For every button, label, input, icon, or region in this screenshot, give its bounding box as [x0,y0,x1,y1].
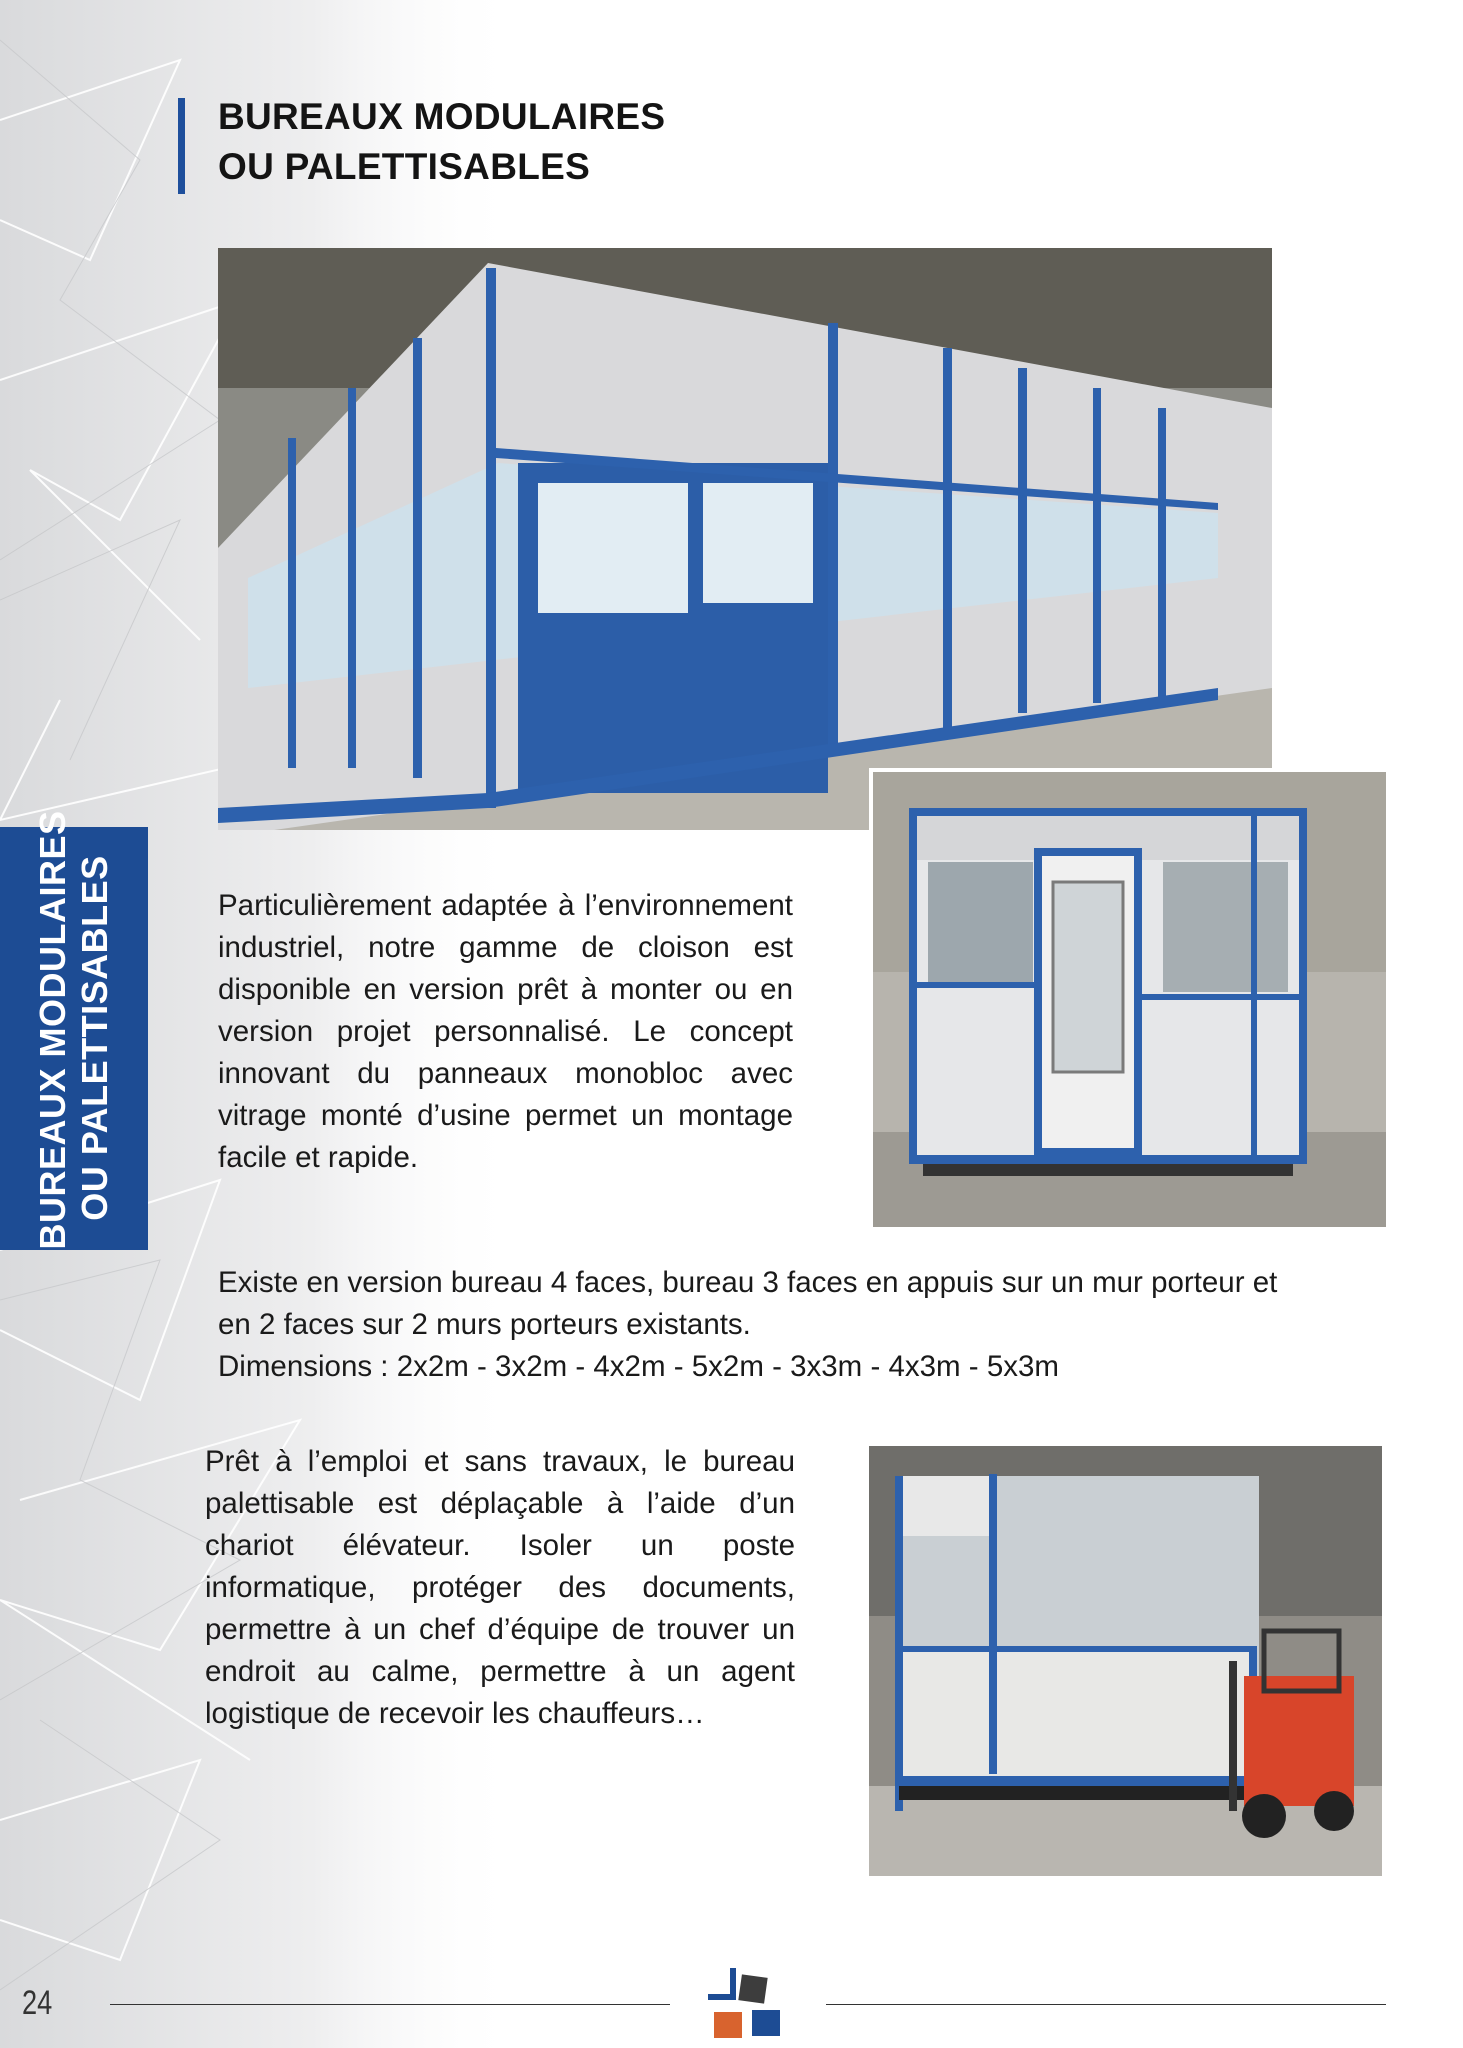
forklift-cabin-photo [869,1446,1382,1876]
palletizable-paragraph: Prêt à l’emploi et sans travaux, le bureau palettisable est déplaçable à l’aide d’un chariot élévateur. Isoler un poste informatique, protéger des documents, permettre à un chef d’équipe de trouver un endroit au calme, permettre à un agent logistique de recevoir les chauffeurs… [205,1445,795,1730]
side-tab-line-2: OU PALETTISABLES [74,855,115,1221]
side-tab-line-1: BUREAUX MODULAIRES [32,810,73,1250]
page-title [218,92,665,192]
intro-paragraph: Particulièrement adaptée à l’environnement industriel, notre gamme de cloison est disponible en version prêt à monter ou en version projet personnalisé. Le concept innovant du panneaux monobloc avec vitrage monté d’usine permet un montage facile et rapide. [218,889,793,1174]
company-logo-icon [700,1968,796,2048]
side-section-tab [0,810,148,1250]
dimensions-line: Dimensions : 2x2m - 3x2m - 4x2m - 5x2m - 3x3m - 4x3m - 5x3m [218,1350,1059,1383]
page-title-line-1: BUREAUX MODULAIRES [218,96,666,137]
versions-line-2: en 2 faces sur 2 murs porteurs existants. [218,1308,751,1341]
versions-line-1: Existe en version bureau 4 faces, bureau 3 faces en appuis sur un mur porteur et [218,1266,1278,1299]
page-title-line-2: OU PALETTISABLES [218,146,591,187]
modular-office-photo [218,248,1272,830]
title-accent-bar [178,98,185,194]
page-number: 24 [22,1984,53,2022]
versions-paragraph [218,1262,1388,1388]
palletizable-cabin-photo [869,768,1390,1231]
footer-divider-right [826,2004,1386,2005]
footer-divider-left [110,2004,670,2005]
